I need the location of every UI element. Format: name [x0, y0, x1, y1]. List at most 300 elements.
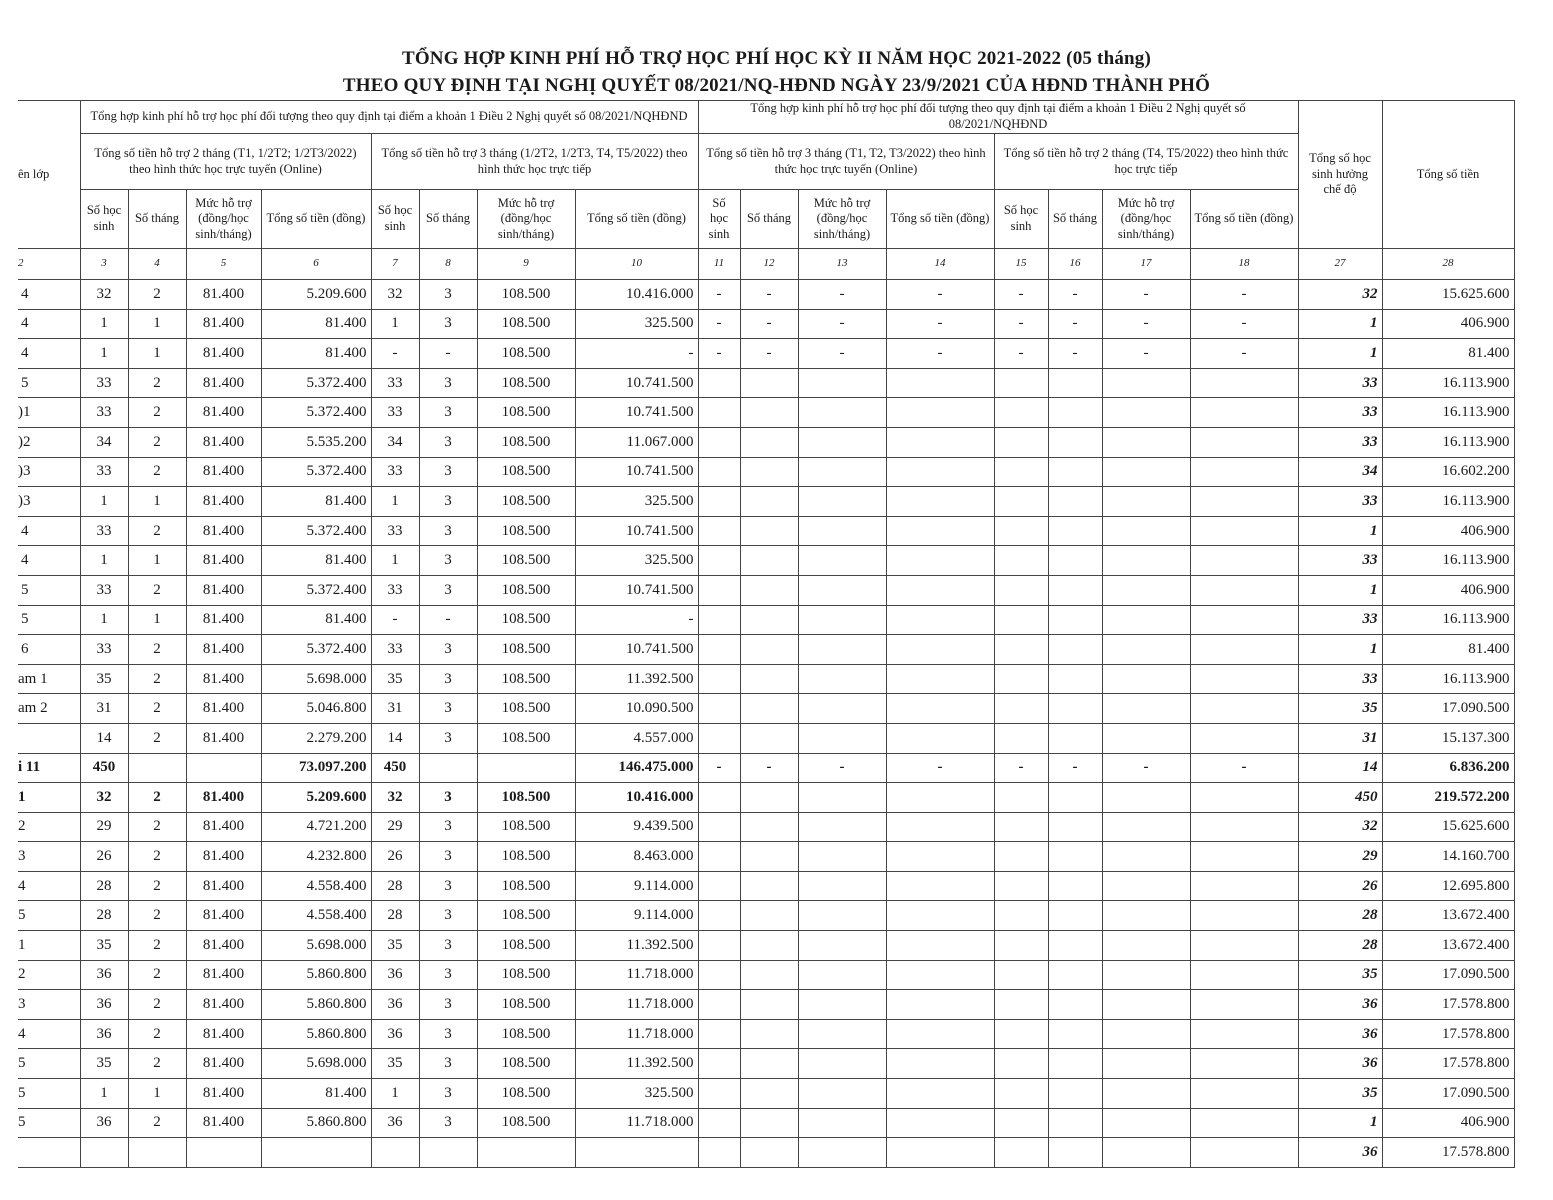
table-cell: 81.400	[186, 280, 261, 310]
table-cell: 81.400	[261, 309, 371, 339]
table-cell: 3	[419, 368, 477, 398]
table-cell	[1048, 1049, 1102, 1079]
table-cell: 32	[371, 783, 419, 813]
table-cell: 16.113.900	[1382, 605, 1514, 635]
table-cell: 16.113.900	[1382, 368, 1514, 398]
table-cell: 5	[18, 1108, 80, 1138]
table-cell: 33	[371, 368, 419, 398]
table-cell: 36	[80, 960, 128, 990]
table-cell: 81.400	[186, 546, 261, 576]
table-cell: 2	[128, 457, 186, 487]
table-cell	[698, 635, 740, 665]
table-cell: -	[798, 309, 886, 339]
table-cell: 108.500	[477, 368, 575, 398]
table-cell	[798, 931, 886, 961]
table-cell	[1048, 783, 1102, 813]
table-cell	[994, 871, 1048, 901]
table-cell	[1190, 457, 1298, 487]
table-cell	[698, 1019, 740, 1049]
table-cell	[1048, 1108, 1102, 1138]
table-cell: 325.500	[575, 309, 698, 339]
table-cell	[798, 575, 886, 605]
header-total-money: Tổng số tiền	[1382, 101, 1514, 249]
table-cell: 12.695.800	[1382, 871, 1514, 901]
table-cell	[994, 398, 1048, 428]
table-cell	[994, 605, 1048, 635]
table-cell	[698, 1138, 740, 1168]
table-cell	[1102, 516, 1190, 546]
table-cell: 2	[128, 427, 186, 457]
table-cell	[994, 1079, 1048, 1109]
table-cell: 5.372.400	[261, 635, 371, 665]
table-cell: 33	[1298, 546, 1382, 576]
table-cell: 17.090.500	[1382, 694, 1514, 724]
table-cell	[1190, 812, 1298, 842]
table-cell: 13.672.400	[1382, 931, 1514, 961]
table-cell	[798, 990, 886, 1020]
table-cell: 1	[18, 931, 80, 961]
table-row	[18, 368, 1514, 398]
table-cell: 1	[1298, 1108, 1382, 1138]
col-amount-header: Tổng số tiền (đồng)	[886, 190, 994, 249]
table-cell: 81.400	[186, 842, 261, 872]
table-cell	[575, 1138, 698, 1168]
table-cell: 1	[80, 546, 128, 576]
table-cell	[698, 960, 740, 990]
table-cell: 5.860.800	[261, 1108, 371, 1138]
table-cell: 81.400	[186, 339, 261, 369]
header-sub-online-2m: Tổng số tiền hỗ trợ 2 tháng (T1, 1/2T2; 1/2T3/2022) theo hình thức học trực tuyến (Online)	[80, 134, 371, 190]
table-cell	[798, 960, 886, 990]
table-cell	[1048, 901, 1102, 931]
column-index: 2	[18, 249, 80, 280]
table-cell: 11.718.000	[575, 1019, 698, 1049]
table-cell	[1048, 1079, 1102, 1109]
table-cell	[994, 368, 1048, 398]
table-cell	[1102, 871, 1190, 901]
table-cell: 33	[371, 635, 419, 665]
table-cell	[740, 960, 798, 990]
table-cell: 33	[1298, 368, 1382, 398]
table-cell	[740, 546, 798, 576]
table-cell	[886, 398, 994, 428]
table-cell: 32	[80, 783, 128, 813]
table-cell	[1048, 635, 1102, 665]
table-cell: 26	[1298, 871, 1382, 901]
table-cell	[798, 783, 886, 813]
table-cell	[798, 842, 886, 872]
column-index: 7	[371, 249, 419, 280]
table-cell: 33	[1298, 664, 1382, 694]
table-cell: 26	[80, 842, 128, 872]
table-cell: 3	[419, 516, 477, 546]
table-cell: 33	[371, 457, 419, 487]
header-total-students: Tổng số học sinh hưởng chế độ	[1298, 101, 1382, 249]
table-cell: 3	[419, 487, 477, 517]
table-cell	[1190, 546, 1298, 576]
table-cell	[740, 635, 798, 665]
table-cell: 81.400	[186, 664, 261, 694]
column-index: 6	[261, 249, 371, 280]
table-cell: 1	[18, 783, 80, 813]
table-cell: 219.572.200	[1382, 783, 1514, 813]
table-cell	[740, 1108, 798, 1138]
table-cell: 1	[80, 1079, 128, 1109]
table-cell	[740, 1079, 798, 1109]
table-cell	[1102, 1108, 1190, 1138]
table-row	[18, 990, 1514, 1020]
table-cell: 108.500	[477, 901, 575, 931]
table-cell: 2	[128, 723, 186, 753]
table-cell: 36	[1298, 990, 1382, 1020]
col-rate-header: Mức hỗ trợ (đồng/học sinh/tháng)	[798, 190, 886, 249]
table-cell: 36	[1298, 1138, 1382, 1168]
column-index: 18	[1190, 249, 1298, 280]
table-cell	[698, 1049, 740, 1079]
table-cell	[1048, 723, 1102, 753]
table-cell	[1190, 664, 1298, 694]
table-cell	[886, 575, 994, 605]
table-cell: 16.113.900	[1382, 487, 1514, 517]
header-group-b: Tổng hợp kinh phí hỗ trợ học phí đối tượng theo quy định tại điểm a khoản 1 Điều 2 Nghị quyết số 08/2021/NQHĐND	[698, 101, 1298, 134]
table-cell: 11.392.500	[575, 931, 698, 961]
table-cell: 406.900	[1382, 516, 1514, 546]
column-index: 16	[1048, 249, 1102, 280]
table-cell: 5.698.000	[261, 1049, 371, 1079]
table-cell: i 11	[18, 753, 80, 783]
table-cell	[886, 664, 994, 694]
table-cell	[186, 1138, 261, 1168]
table-cell: 4	[18, 546, 80, 576]
table-cell: 3	[419, 723, 477, 753]
table-cell: 81.400	[186, 1019, 261, 1049]
table-row	[18, 664, 1514, 694]
table-cell: 3	[419, 1019, 477, 1049]
table-cell	[740, 1049, 798, 1079]
table-cell: 4	[18, 1019, 80, 1049]
table-cell	[1190, 1108, 1298, 1138]
table-cell: 108.500	[477, 546, 575, 576]
table-cell: 3	[18, 990, 80, 1020]
table-cell: 35	[80, 931, 128, 961]
table-cell: 3	[419, 280, 477, 310]
table-cell: 16.113.900	[1382, 664, 1514, 694]
table-cell	[1102, 605, 1190, 635]
table-cell: 10.741.500	[575, 457, 698, 487]
table-cell	[128, 1138, 186, 1168]
table-cell: -	[575, 339, 698, 369]
table-cell	[1048, 694, 1102, 724]
table-cell: 36	[80, 1108, 128, 1138]
table-cell	[1048, 427, 1102, 457]
table-row	[18, 635, 1514, 665]
table-cell: -	[798, 753, 886, 783]
table-cell: 5.209.600	[261, 280, 371, 310]
table-row	[18, 516, 1514, 546]
table-cell	[698, 664, 740, 694]
table-cell	[1102, 1079, 1190, 1109]
table-cell	[994, 1108, 1048, 1138]
table-cell	[886, 546, 994, 576]
table-cell	[798, 723, 886, 753]
table-cell: 33	[1298, 487, 1382, 517]
table-cell: -	[798, 339, 886, 369]
table-cell	[1048, 871, 1102, 901]
table-cell	[798, 457, 886, 487]
table-cell	[1102, 427, 1190, 457]
table-row	[18, 427, 1514, 457]
table-cell: -	[1190, 339, 1298, 369]
table-cell: 108.500	[477, 1108, 575, 1138]
table-cell	[886, 812, 994, 842]
table-cell: 108.500	[477, 635, 575, 665]
table-cell	[1190, 1049, 1298, 1079]
table-cell: -	[419, 339, 477, 369]
table-cell	[1190, 635, 1298, 665]
table-cell: 2	[18, 812, 80, 842]
table-cell: 5.698.000	[261, 664, 371, 694]
table-cell	[798, 605, 886, 635]
table-cell	[994, 487, 1048, 517]
table-cell: -	[419, 605, 477, 635]
table-cell: 1	[1298, 635, 1382, 665]
table-cell	[1190, 960, 1298, 990]
col-students-header: Số học sinh	[698, 190, 740, 249]
table-cell: 5	[18, 575, 80, 605]
col-rate-header: Mức hỗ trợ (đồng/học sinh/tháng)	[1102, 190, 1190, 249]
table-cell: 1	[128, 339, 186, 369]
column-index: 5	[186, 249, 261, 280]
table-cell: 17.578.800	[1382, 990, 1514, 1020]
table-cell	[994, 664, 1048, 694]
table-cell: 406.900	[1382, 309, 1514, 339]
table-cell: -	[886, 280, 994, 310]
table-cell	[698, 871, 740, 901]
table-cell	[886, 1108, 994, 1138]
table-cell: 36	[371, 1108, 419, 1138]
table-cell: 81.400	[186, 871, 261, 901]
table-cell: 108.500	[477, 516, 575, 546]
table-cell: 10.741.500	[575, 516, 698, 546]
table-cell: 4.558.400	[261, 871, 371, 901]
table-cell: 28	[1298, 931, 1382, 961]
table-cell: 17.090.500	[1382, 1079, 1514, 1109]
table-cell	[1048, 368, 1102, 398]
table-cell: 81.400	[186, 1108, 261, 1138]
table-cell	[1102, 1049, 1190, 1079]
table-cell: 5	[18, 1049, 80, 1079]
column-index: 10	[575, 249, 698, 280]
table-cell	[798, 1108, 886, 1138]
table-cell: 325.500	[575, 487, 698, 517]
table-cell	[740, 1138, 798, 1168]
table-cell: 1	[1298, 339, 1382, 369]
table-cell	[886, 635, 994, 665]
table-cell	[1102, 931, 1190, 961]
table-cell: 2	[128, 1108, 186, 1138]
column-index: 9	[477, 249, 575, 280]
column-index: 3	[80, 249, 128, 280]
table-cell: 9.114.000	[575, 901, 698, 931]
table-cell	[994, 1138, 1048, 1168]
table-cell: 108.500	[477, 427, 575, 457]
column-index: 17	[1102, 249, 1190, 280]
table-cell: 33	[371, 398, 419, 428]
table-cell	[1190, 901, 1298, 931]
table-cell: 2	[128, 280, 186, 310]
table-cell	[1102, 664, 1190, 694]
table-cell	[1102, 901, 1190, 931]
table-cell: 33	[371, 516, 419, 546]
table-row	[18, 694, 1514, 724]
table-cell	[698, 575, 740, 605]
table-cell: -	[1048, 280, 1102, 310]
document-title-line2: THEO QUY ĐỊNH TẠI NGHỊ QUYẾT 08/2021/NQ-HĐND NGÀY 23/9/2021 CỦA HĐND THÀNH PHỐ	[342, 75, 1211, 96]
table-cell: 108.500	[477, 1019, 575, 1049]
table-cell	[1102, 487, 1190, 517]
table-cell: 29	[371, 812, 419, 842]
table-cell	[698, 546, 740, 576]
table-cell	[798, 1138, 886, 1168]
table-cell: 2	[128, 664, 186, 694]
table-cell: 108.500	[477, 960, 575, 990]
table-cell: 108.500	[477, 398, 575, 428]
table-cell: 3	[419, 901, 477, 931]
table-cell: 17.578.800	[1382, 1138, 1514, 1168]
table-cell: 33	[80, 457, 128, 487]
table-cell: 32	[80, 280, 128, 310]
table-cell: 1	[371, 1079, 419, 1109]
table-cell	[994, 457, 1048, 487]
table-cell: 2	[128, 990, 186, 1020]
table-cell: 3	[419, 664, 477, 694]
header-columns	[18, 190, 1514, 249]
table-cell: 28	[80, 871, 128, 901]
table-row	[18, 1108, 1514, 1138]
table-cell: 33	[80, 368, 128, 398]
table-cell	[740, 990, 798, 1020]
table-cell: 28	[1298, 901, 1382, 931]
table-cell	[798, 871, 886, 901]
table-cell	[886, 1019, 994, 1049]
table-cell: 4	[18, 309, 80, 339]
table-cell	[419, 1138, 477, 1168]
table-cell	[1048, 664, 1102, 694]
table-cell: 3	[419, 694, 477, 724]
table-cell	[1048, 575, 1102, 605]
table-cell: 35	[80, 664, 128, 694]
table-cell: 2	[128, 931, 186, 961]
table-cell	[886, 1049, 994, 1079]
table-cell: 81.400	[186, 723, 261, 753]
table-cell: 5.860.800	[261, 1019, 371, 1049]
table-cell: 31	[371, 694, 419, 724]
table-cell: 36	[1298, 1049, 1382, 1079]
table-cell	[1190, 398, 1298, 428]
table-cell: 450	[371, 753, 419, 783]
table-cell	[419, 753, 477, 783]
table-cell: 3	[419, 960, 477, 990]
table-cell	[698, 605, 740, 635]
table-cell: 325.500	[575, 546, 698, 576]
table-cell	[1048, 812, 1102, 842]
table-cell: -	[1190, 280, 1298, 310]
table-cell: 3	[419, 1108, 477, 1138]
table-cell	[1102, 990, 1190, 1020]
table-cell: 450	[80, 753, 128, 783]
table-cell	[1102, 842, 1190, 872]
table-cell: 36	[80, 990, 128, 1020]
header-sub-online-3m: Tổng số tiền hỗ trợ 3 tháng (T1, T2, T3/2022) theo hình thức học trực tuyến (Online)	[698, 134, 994, 190]
col-rate-header: Mức hỗ trợ (đồng/học sinh/tháng)	[186, 190, 261, 249]
table-cell	[994, 990, 1048, 1020]
table-cell: -	[1048, 339, 1102, 369]
table-cell: 108.500	[477, 575, 575, 605]
table-cell: 1	[128, 1079, 186, 1109]
table-row	[18, 783, 1514, 813]
header-sub-direct-3m: Tổng số tiền hỗ trợ 3 tháng (1/2T2, 1/2T3, T4, T5/2022) theo hình thức học trực tiếp	[371, 134, 698, 190]
table-cell: 5.860.800	[261, 990, 371, 1020]
table-cell	[740, 931, 798, 961]
table-cell: -	[1102, 753, 1190, 783]
table-row	[18, 605, 1514, 635]
table-cell: 2	[128, 1019, 186, 1049]
table-cell: -	[1048, 309, 1102, 339]
table-cell: 1	[128, 309, 186, 339]
table-cell: 81.400	[1382, 635, 1514, 665]
table-cell: -	[740, 309, 798, 339]
table-cell: 325.500	[575, 1079, 698, 1109]
table-cell: 10.416.000	[575, 280, 698, 310]
table-cell: 1	[80, 309, 128, 339]
table-cell: 108.500	[477, 812, 575, 842]
table-cell: 5.698.000	[261, 931, 371, 961]
table-cell	[698, 398, 740, 428]
table-cell	[798, 1019, 886, 1049]
table-cell: -	[994, 309, 1048, 339]
table-cell: 1	[371, 309, 419, 339]
table-cell: 108.500	[477, 339, 575, 369]
table-cell: 35	[1298, 1079, 1382, 1109]
table-cell: 4	[18, 280, 80, 310]
table-cell	[994, 812, 1048, 842]
table-cell: 108.500	[477, 309, 575, 339]
table-cell: 35	[371, 931, 419, 961]
table-cell: 35	[371, 664, 419, 694]
table-cell	[740, 457, 798, 487]
table-cell: 33	[371, 575, 419, 605]
column-index: 13	[798, 249, 886, 280]
table-cell: 11.067.000	[575, 427, 698, 457]
table-cell: 108.500	[477, 280, 575, 310]
table-cell: 2	[128, 1049, 186, 1079]
table-cell: 28	[371, 871, 419, 901]
table-cell	[1048, 546, 1102, 576]
table-cell	[1048, 931, 1102, 961]
table-cell: 6	[18, 635, 80, 665]
table-row	[18, 546, 1514, 576]
table-cell: 5.372.400	[261, 368, 371, 398]
table-cell: 146.475.000	[575, 753, 698, 783]
table-cell: am 2	[18, 694, 80, 724]
table-cell: 29	[1298, 842, 1382, 872]
table-cell: 81.400	[1382, 339, 1514, 369]
table-cell	[1190, 575, 1298, 605]
table-cell	[994, 842, 1048, 872]
table-cell: 5.209.600	[261, 783, 371, 813]
table-cell: 35	[80, 1049, 128, 1079]
fee-support-table	[18, 100, 1515, 1168]
